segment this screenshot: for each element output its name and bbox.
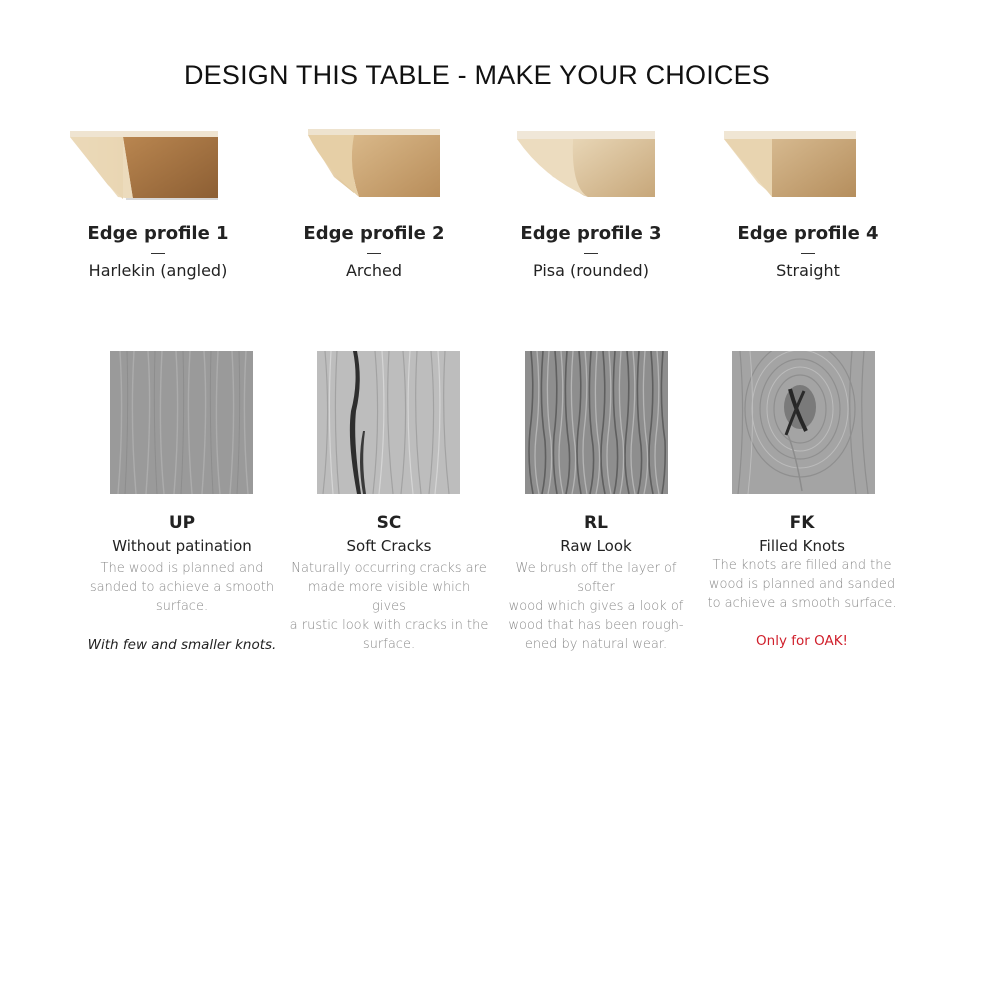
edge-profile-2-dash: — — [367, 244, 381, 260]
finish-sc-description — [289, 559, 489, 654]
finish-up-note: With few and smaller knots. — [87, 637, 277, 653]
desc-line: We brush off the layer of softer — [515, 561, 677, 595]
finish-fk-option[interactable] — [702, 351, 902, 661]
finish-fk-note: Only for OAK! — [756, 633, 848, 649]
edge-profile-1-image — [68, 127, 268, 219]
edge-profile-3-image — [513, 127, 713, 219]
finish-rl-code: RL — [584, 513, 608, 533]
edge-profile-3-option[interactable] — [491, 127, 691, 287]
edge-profile-4-name: Edge profile 4 — [737, 223, 879, 244]
edge-profile-2-image — [304, 127, 504, 219]
edge-profile-3-description: Pisa (rounded) — [533, 261, 649, 280]
desc-line: sanded to achieve a smooth — [89, 580, 275, 595]
desc-line: wood which gives a look of — [508, 599, 684, 614]
edge-profile-3-name: Edge profile 3 — [520, 223, 662, 244]
finish-sc-swatch — [317, 351, 460, 494]
finish-up-description — [82, 559, 282, 616]
edge-profile-4-option[interactable] — [708, 127, 908, 287]
edge-profile-1-name: Edge profile 1 — [87, 223, 229, 244]
page-title: DESIGN THIS TABLE - MAKE YOUR CHOICES — [183, 60, 771, 90]
finish-rl-description — [496, 559, 696, 654]
desc-line: ened by natural wear. — [524, 637, 668, 652]
finish-rl-swatch — [525, 351, 668, 494]
desc-line: a rustic look with cracks in the — [289, 618, 489, 633]
desc-line: Naturally occurring cracks are — [291, 561, 487, 576]
edge-profile-2-option[interactable] — [274, 127, 474, 287]
desc-line: wood that has been rough- — [508, 618, 684, 633]
edge-profile-4-image — [720, 127, 920, 219]
edge-profile-3-dash: — — [584, 244, 598, 260]
edge-profile-1-option[interactable] — [58, 127, 258, 287]
finish-up-code: UP — [168, 513, 196, 533]
finish-sc-option[interactable] — [289, 351, 489, 661]
edge-profile-2-description: Arched — [345, 261, 403, 280]
finish-fk-swatch — [732, 351, 875, 494]
edge-profile-4-description: Straight — [776, 261, 840, 280]
finish-up-option[interactable] — [82, 351, 282, 661]
finish-up-name: Without patination — [112, 537, 252, 555]
edge-profile-4-dash: — — [801, 244, 815, 260]
desc-line: wood is planned and sanded — [708, 577, 896, 592]
edge-profile-2-name: Edge profile 2 — [303, 223, 445, 244]
finish-rl-name: Raw Look — [560, 537, 632, 555]
desc-line: The knots are filled and the — [712, 558, 892, 573]
finish-sc-name: Soft Cracks — [346, 537, 432, 555]
desc-line: to achieve a smooth surface. — [707, 596, 897, 611]
desc-line: surface. — [155, 599, 209, 614]
finish-sc-code: SC — [376, 513, 402, 533]
finish-fk-name: Filled Knots — [759, 537, 845, 555]
finish-fk-code: FK — [789, 513, 815, 533]
finish-rl-option[interactable] — [496, 351, 696, 661]
desc-line: surface. — [362, 637, 416, 652]
desc-line: The wood is planned and — [100, 561, 264, 576]
edge-profile-1-description: Harlekin (angled) — [88, 261, 228, 280]
edge-profile-1-dash: — — [151, 244, 165, 260]
desc-line: made more visible which gives — [307, 580, 471, 614]
finish-up-swatch — [110, 351, 253, 494]
finish-fk-description — [702, 556, 902, 613]
